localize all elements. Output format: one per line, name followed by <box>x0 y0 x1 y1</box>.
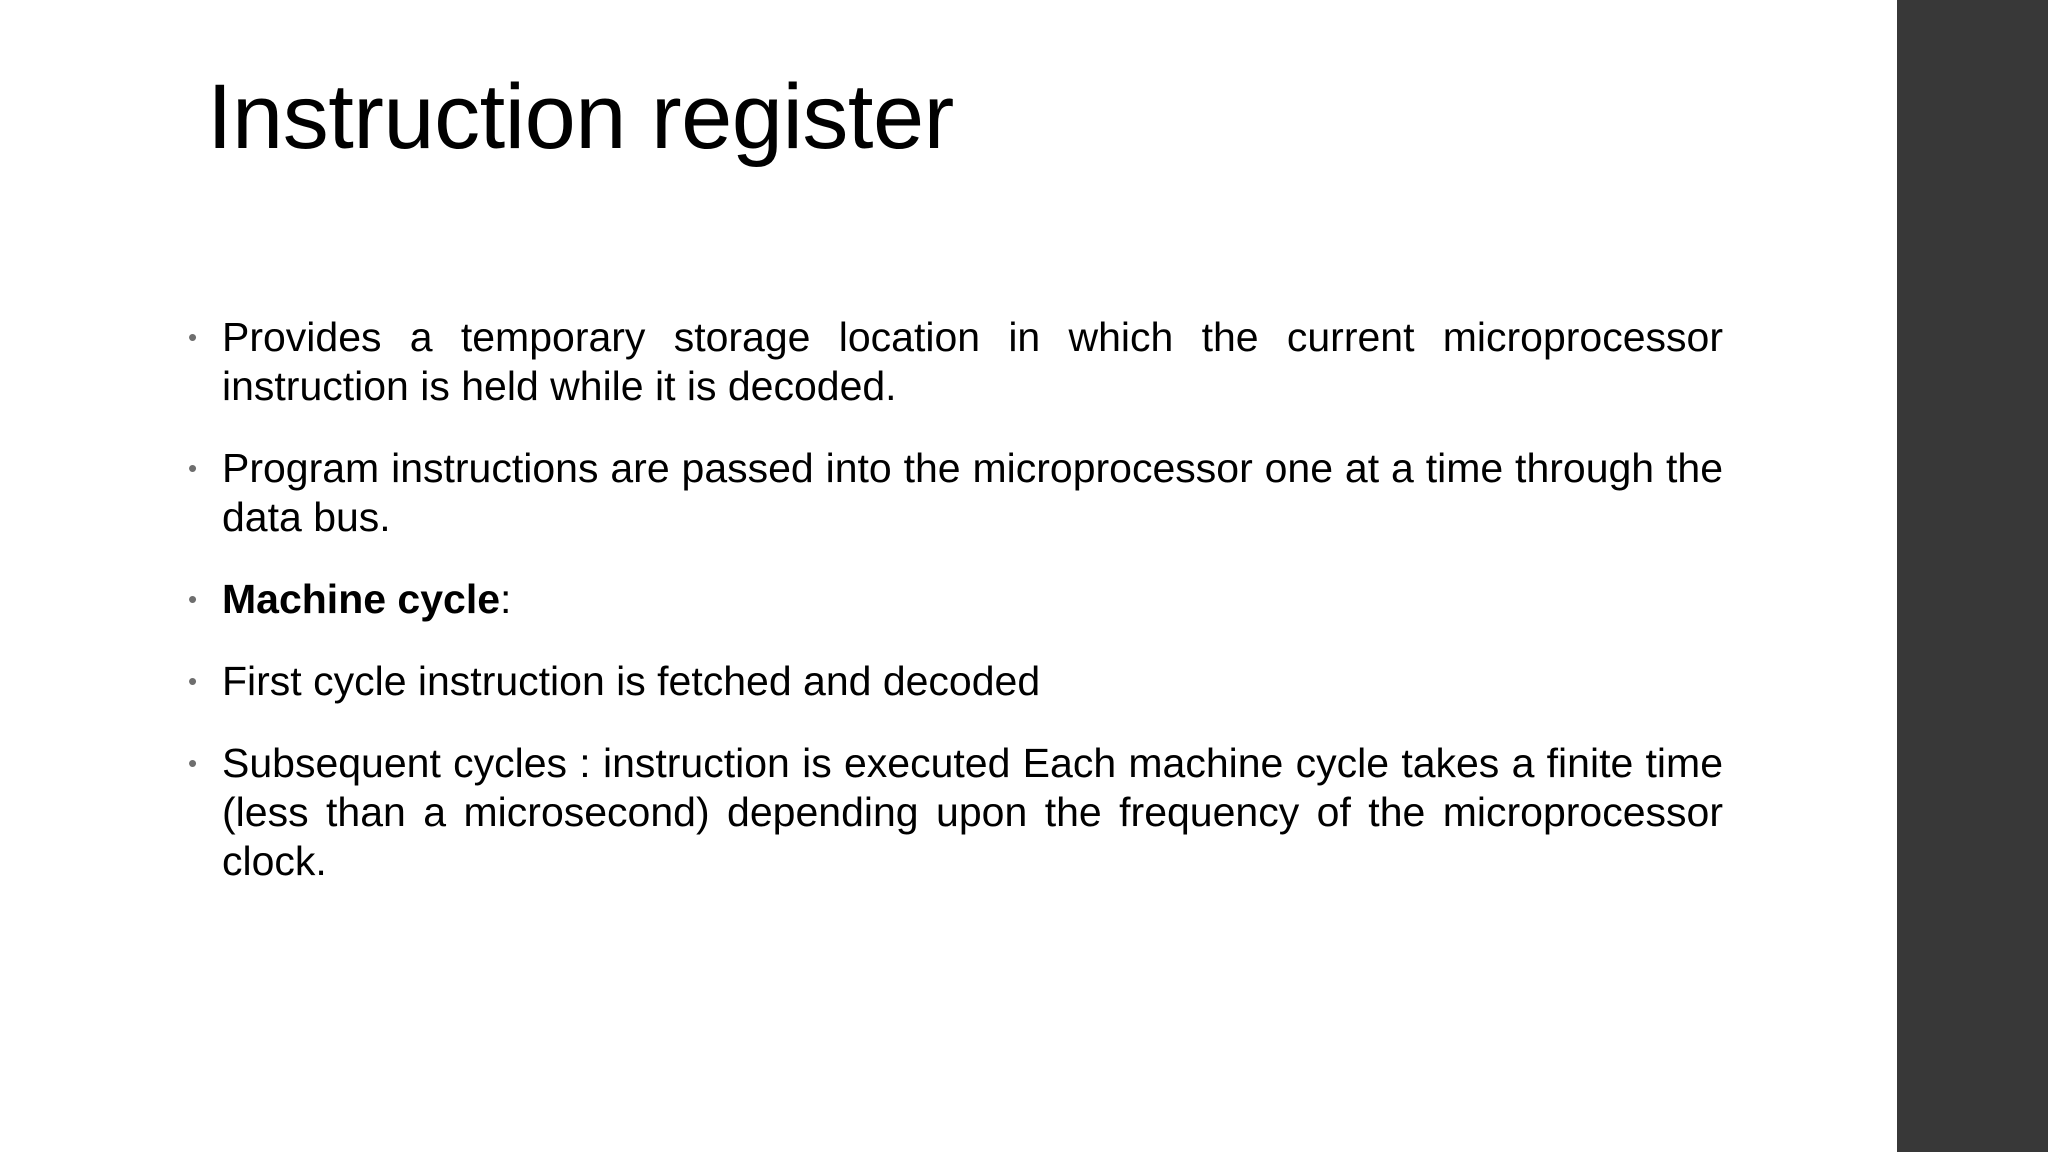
bullet-dot-icon: • <box>188 322 198 352</box>
bullet-text: Subsequent cycles : instruction is executed Each machine cycle takes a finite time (less than a microsecond) depending upon the frequency of the microprocessor clock. <box>222 740 1723 884</box>
bullet-dot-icon: • <box>188 453 198 483</box>
bullet-list <box>188 313 1723 919</box>
bullet-dot-icon: • <box>188 584 198 614</box>
bullet-dot-icon: • <box>188 666 198 696</box>
bullet-text-suffix: : <box>500 576 512 622</box>
bullet-text: Provides a temporary storage location in which the current microprocessor instruction is held while it is decoded. <box>222 314 1723 409</box>
bullet-text <box>222 575 1723 624</box>
bullet-dot-icon: • <box>188 748 198 778</box>
bullet-bold-term: Machine cycle <box>222 576 501 622</box>
bullet-item <box>188 575 1723 624</box>
bullet-item <box>188 739 1723 886</box>
bullet-text: Program instructions are passed into the microprocessor one at a time through the data bus. <box>222 445 1723 540</box>
bullet-item <box>188 657 1723 706</box>
bullet-item <box>188 444 1723 542</box>
slide-title: Instruction register <box>207 66 954 168</box>
bullet-item <box>188 313 1723 411</box>
side-bar <box>1897 0 2048 1152</box>
bullet-text: First cycle instruction is fetched and decoded <box>222 658 1041 704</box>
